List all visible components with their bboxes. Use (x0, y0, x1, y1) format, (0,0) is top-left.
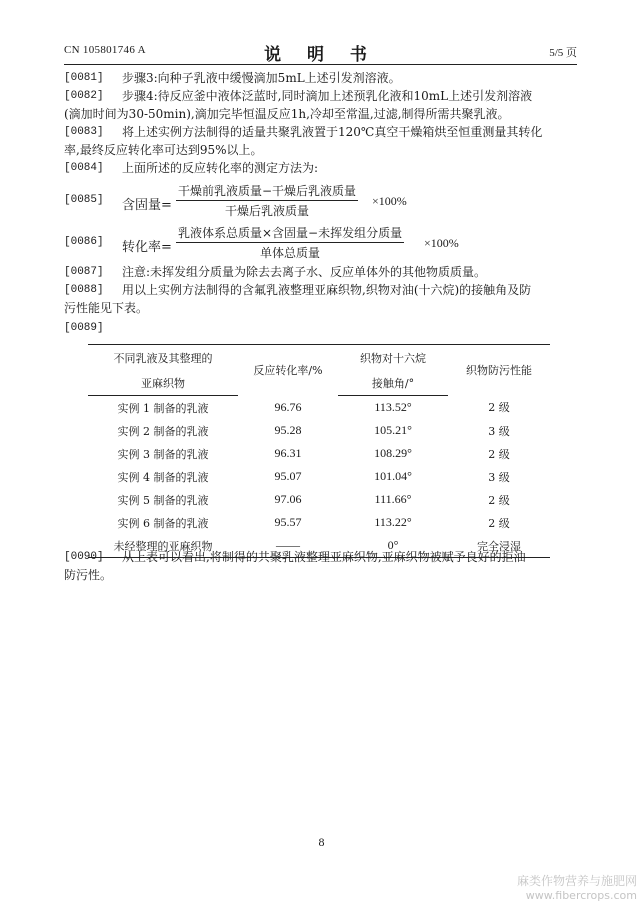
results-table (88, 344, 550, 558)
paragraph-number: [0087] (64, 266, 104, 278)
formula-lhs: 转化率= (122, 240, 172, 255)
cell-conversion: —— (238, 534, 338, 558)
cell-conversion: 96.31 (274, 446, 302, 460)
paragraph-text-line2: 防污性。 (64, 568, 113, 582)
cell-contact-angle: 0° (338, 534, 448, 558)
header-cell: 亚麻织物 (88, 370, 238, 396)
table-row (88, 488, 550, 511)
cell-conversion: 96.76 (274, 399, 302, 414)
document-title: 说 明 书 (264, 45, 377, 65)
cell-conversion: 95.07 (274, 469, 302, 483)
header-rule (64, 64, 577, 65)
formula-fraction (176, 224, 404, 261)
formula-conversion-rate (64, 224, 584, 264)
cell-contact-angle: 105.21° (374, 423, 412, 437)
header-cell: 不同乳液及其整理的 (113, 351, 213, 365)
paragraph-number: [0086] (64, 236, 104, 248)
cell-sample: 实例 6 制备的乳液 (117, 516, 209, 530)
paragraph-number: [0084] (64, 162, 104, 174)
cell-sample: 实例 5 制备的乳液 (117, 493, 209, 507)
cell-contact-angle: 108.29° (374, 446, 412, 460)
table-header-row (88, 345, 550, 371)
publication-number: CN 105801746 A (64, 44, 146, 56)
paragraph-number: [0089] (64, 322, 104, 334)
formula-numerator: 乳液体系总质量×含固量−未挥发组分质量 (176, 224, 404, 243)
formula-denominator: 干燥后乳液质量 (225, 204, 310, 218)
table-row (88, 465, 550, 488)
paragraph-0082 (64, 87, 584, 123)
paragraph-0088 (64, 281, 584, 317)
page-header (64, 40, 577, 65)
cell-stain-resistance: 2 级 (488, 401, 510, 415)
paragraph-text-line1: 步骤4:待反应釜中液体泛蓝时,同时滴加上述预乳化液和10mL上述引发剂溶液 (122, 89, 533, 103)
page-indicator: 5/5 页 (549, 47, 577, 59)
paragraph-0083 (64, 123, 584, 159)
formula-fraction (176, 182, 358, 219)
paragraph-text: 步骤3:向种子乳液中缓慢滴加5mL上述引发剂溶液。 (122, 71, 401, 85)
paragraph-0090 (64, 548, 584, 584)
watermark-site-name: 麻类作物营养与施肥网 (516, 874, 637, 888)
formula-numerator: 干燥前乳液质量−干燥后乳液质量 (176, 182, 358, 201)
paragraph-text-line2: (滴加时间为30-50min),滴加完毕恒温反应1h,冷却至常温,过滤,制得所需共聚乳液。 (64, 107, 510, 121)
cell-contact-angle: 113.22° (374, 515, 412, 529)
cell-stain-resistance: 2 级 (488, 493, 510, 507)
cell-stain-resistance: 2 级 (488, 447, 510, 461)
watermark-url: www.fibercrops.com (525, 889, 637, 902)
paragraph-number: [0082] (64, 90, 104, 102)
table-row (88, 442, 550, 465)
formula-lhs: 含固量= (122, 198, 172, 213)
cell-conversion: 97.06 (274, 492, 302, 506)
page-number: 8 (318, 835, 325, 849)
table-row (88, 396, 550, 420)
header-cell: 接触角/° (338, 370, 448, 396)
watermark (517, 872, 637, 902)
header-cell: 反应转化率/% (253, 364, 323, 378)
paragraph-number: [0088] (64, 284, 104, 296)
header-cell: 织物防污性能 (466, 364, 532, 378)
cell-sample: 实例 2 制备的乳液 (117, 424, 209, 438)
cell-sample: 实例 3 制备的乳液 (117, 447, 209, 461)
paragraph-text-line1: 从上表可以看出,将制得的共聚乳液整理亚麻织物,亚麻织物被赋予良好的拒油 (122, 550, 526, 564)
paragraph-text-line1: 将上述实例方法制得的适量共聚乳液置于120℃真空干燥箱烘至恒重测量其转化 (122, 125, 543, 139)
header-cell: 织物对十六烷 (360, 351, 426, 365)
formula-multiplier: ×100% (372, 194, 407, 208)
cell-stain-resistance: 3 级 (488, 470, 510, 484)
paragraph-text-line1: 用以上实例方法制得的含氟乳液整理亚麻织物,织物对油(十六烷)的接触角及防 (122, 283, 532, 297)
paragraph-number: [0085] (64, 194, 104, 206)
paragraph-number: [0083] (64, 126, 104, 138)
paragraph-text: 注意:未挥发组分质量为除去去离子水、反应单体外的其他物质质量。 (122, 265, 487, 279)
paragraph-number: [0081] (64, 72, 104, 84)
formula-denominator: 单体总质量 (260, 246, 321, 260)
paragraph-text-line2: 污性能见下表。 (64, 301, 149, 315)
cell-contact-angle: 101.04° (374, 469, 412, 483)
cell-stain-resistance: 完全浸湿 (448, 534, 550, 558)
paragraph-text: 上面所述的反应转化率的测定方法为: (122, 161, 319, 175)
cell-sample: 实例 4 制备的乳液 (117, 470, 209, 484)
cell-sample: 实例 1 制备的乳液 (117, 401, 209, 415)
cell-contact-angle: 113.52° (374, 400, 412, 414)
cell-contact-angle: 111.66° (374, 492, 412, 506)
formula-solid-content (64, 182, 584, 222)
paragraph-number: [0090] (64, 551, 104, 563)
cell-stain-resistance: 2 级 (488, 516, 510, 530)
cell-sample: 未经整理的亚麻织物 (88, 534, 238, 558)
cell-conversion: 95.28 (274, 423, 302, 437)
table-row (88, 419, 550, 442)
formula-multiplier: ×100% (424, 236, 459, 250)
table-row (88, 511, 550, 534)
paragraph-text-line2: 率,最终反应转化率可达到95%以上。 (64, 143, 263, 157)
cell-conversion: 95.57 (274, 515, 302, 529)
cell-stain-resistance: 3 级 (488, 424, 510, 438)
